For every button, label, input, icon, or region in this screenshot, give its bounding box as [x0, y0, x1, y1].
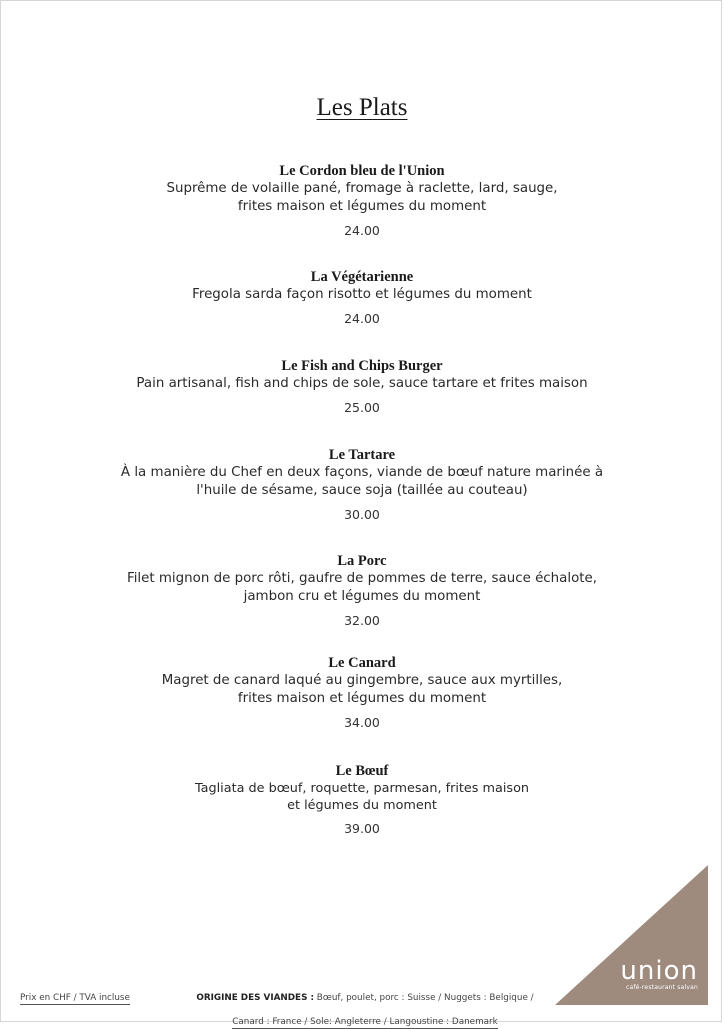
dish-price: 32.00	[344, 613, 380, 628]
dish-name: Le Canard	[328, 655, 396, 671]
meat-origin-note	[130, 980, 600, 1029]
price-note: Prix en CHF / TVA incluse	[20, 993, 130, 1003]
logo-tagline: café-restaurant salvan	[625, 984, 698, 991]
dish-name: La Végétarienne	[310, 269, 414, 285]
dish-name: La Porc	[337, 553, 387, 569]
union-logo	[620, 958, 698, 992]
menu-item-boeuf	[0, 763, 724, 837]
menu-item-vegetarienne	[0, 269, 724, 327]
dish-description: Fregola sarda façon risotto et légumes du moment	[192, 287, 532, 302]
menu-item-cordon-bleu	[0, 163, 724, 239]
dish-name: Le Fish and Chips Burger	[281, 358, 443, 374]
menu-item-fish-and-chips	[0, 358, 724, 416]
dish-price: 25.00	[344, 400, 380, 415]
dish-price: 34.00	[344, 715, 380, 730]
dish-price: 39.00	[344, 821, 380, 836]
logo-wordmark: union	[620, 956, 698, 986]
menu-item-canard	[0, 655, 724, 731]
dish-description: À la manière du Chef en deux façons, viande de bœuf nature marinée à l'huile de sésame, sauce soja (taillée au couteau)	[120, 465, 604, 498]
origin-line-2: Canard : France / Sole: Angleterre / Langoustine : Danemark	[232, 1017, 498, 1027]
origin-line-1	[130, 992, 600, 1004]
menu-item-tartare	[0, 447, 724, 523]
dish-description: Filet mignon de porc rôti, gaufre de pommes de terre, sauce échalote, jambon cru et légumes du moment	[126, 571, 598, 604]
dish-description: Tagliata de bœuf, roquette, parmesan, frites maison et légumes du moment	[194, 781, 530, 813]
dish-price: 24.00	[344, 223, 380, 238]
menu-item-porc	[0, 553, 724, 629]
dish-price: 30.00	[344, 507, 380, 522]
dish-name: Le Tartare	[328, 447, 396, 463]
dish-name: Le Cordon bleu de l'Union	[279, 163, 445, 179]
dish-price: 24.00	[344, 311, 380, 326]
dish-description: Magret de canard laqué au gingembre, sauce aux myrtilles, frites maison et légumes du moment	[161, 673, 563, 706]
dish-description: Suprême de volaille pané, fromage à raclette, lard, sauge, frites maison et légumes du moment	[166, 181, 558, 214]
dish-name: Le Bœuf	[335, 763, 389, 779]
origin-text-1: Bœuf, poulet, porc : Suisse / Nuggets : Belgique /	[314, 993, 534, 1003]
page-title: Les Plats	[316, 94, 408, 121]
dish-description: Pain artisanal, fish and chips de sole, sauce tartare et frites maison	[136, 376, 588, 391]
origin-label: ORIGINE DES VIANDES :	[196, 993, 314, 1003]
